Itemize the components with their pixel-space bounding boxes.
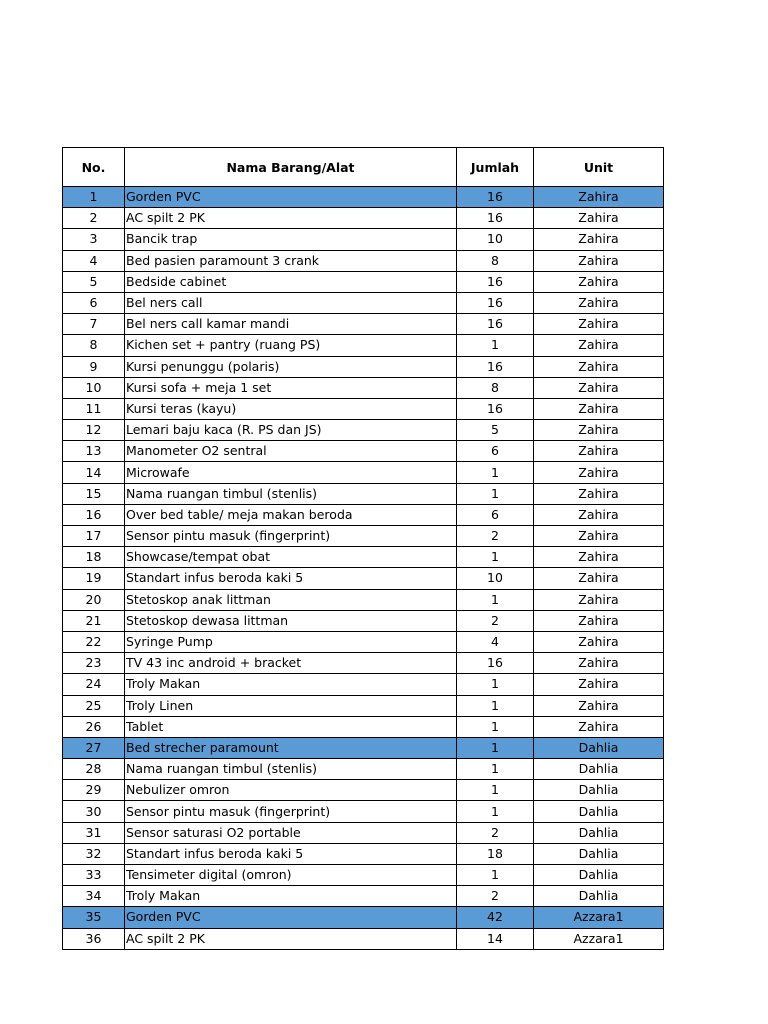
cell-no: 5 (63, 271, 125, 292)
cell-unit: Zahira (534, 674, 664, 695)
cell-unit: Zahira (534, 335, 664, 356)
cell-item-name: Troly Linen (125, 695, 457, 716)
cell-no: 17 (63, 526, 125, 547)
table-row (63, 356, 664, 377)
cell-quantity: 10 (457, 568, 534, 589)
cell-quantity: 1 (457, 737, 534, 758)
cell-no: 18 (63, 547, 125, 568)
cell-quantity: 14 (457, 928, 534, 949)
cell-unit: Zahira (534, 250, 664, 271)
table-row (63, 229, 664, 250)
cell-item-name: Bancik trap (125, 229, 457, 250)
cell-no: 4 (63, 250, 125, 271)
table-row-highlighted (63, 907, 664, 928)
cell-quantity: 2 (457, 822, 534, 843)
cell-no: 8 (63, 335, 125, 356)
table-row (63, 653, 664, 674)
cell-item-name: Kursi teras (kayu) (125, 398, 457, 419)
cell-unit: Zahira (534, 547, 664, 568)
cell-quantity: 1 (457, 695, 534, 716)
table-row (63, 610, 664, 631)
cell-no: 2 (63, 208, 125, 229)
cell-item-name: Stetoskop dewasa littman (125, 610, 457, 631)
cell-item-name: Bed pasien paramount 3 crank (125, 250, 457, 271)
table-row (63, 314, 664, 335)
cell-unit: Zahira (534, 187, 664, 208)
cell-no: 34 (63, 886, 125, 907)
cell-no: 31 (63, 822, 125, 843)
cell-unit: Dahlia (534, 822, 664, 843)
cell-quantity: 2 (457, 886, 534, 907)
cell-unit: Zahira (534, 208, 664, 229)
cell-unit: Dahlia (534, 886, 664, 907)
cell-item-name: Nama ruangan timbul (stenlis) (125, 483, 457, 504)
table-row (63, 631, 664, 652)
cell-unit: Zahira (534, 504, 664, 525)
table-row (63, 674, 664, 695)
cell-item-name: Sensor pintu masuk (fingerprint) (125, 801, 457, 822)
cell-quantity: 1 (457, 674, 534, 695)
cell-item-name: Gorden PVC (125, 907, 457, 928)
cell-item-name: Gorden PVC (125, 187, 457, 208)
cell-quantity: 16 (457, 653, 534, 674)
cell-item-name: Nebulizer omron (125, 780, 457, 801)
cell-unit: Zahira (534, 716, 664, 737)
table-row (63, 271, 664, 292)
table-row (63, 843, 664, 864)
cell-quantity: 16 (457, 292, 534, 313)
cell-item-name: Bel ners call (125, 292, 457, 313)
header-quantity: Jumlah (457, 148, 534, 187)
cell-item-name: Tensimeter digital (omron) (125, 865, 457, 886)
cell-quantity: 1 (457, 589, 534, 610)
cell-item-name: Tablet (125, 716, 457, 737)
table-body (63, 187, 664, 950)
cell-no: 1 (63, 187, 125, 208)
cell-no: 20 (63, 589, 125, 610)
cell-item-name: Standart infus beroda kaki 5 (125, 568, 457, 589)
cell-item-name: Manometer O2 sentral (125, 441, 457, 462)
table-row (63, 780, 664, 801)
cell-item-name: Sensor pintu masuk (fingerprint) (125, 526, 457, 547)
cell-unit: Dahlia (534, 780, 664, 801)
cell-item-name: Troly Makan (125, 886, 457, 907)
cell-unit: Dahlia (534, 843, 664, 864)
cell-quantity: 4 (457, 631, 534, 652)
cell-item-name: Stetoskop anak littman (125, 589, 457, 610)
cell-item-name: Microwafe (125, 462, 457, 483)
cell-quantity: 1 (457, 759, 534, 780)
table-row (63, 822, 664, 843)
cell-no: 10 (63, 377, 125, 398)
table-row (63, 716, 664, 737)
cell-item-name: Bedside cabinet (125, 271, 457, 292)
cell-item-name: Syringe Pump (125, 631, 457, 652)
cell-quantity: 1 (457, 462, 534, 483)
cell-unit: Zahira (534, 420, 664, 441)
cell-unit: Zahira (534, 229, 664, 250)
table-row (63, 928, 664, 949)
table-row (63, 801, 664, 822)
cell-quantity: 6 (457, 441, 534, 462)
cell-unit: Zahira (534, 653, 664, 674)
table-row (63, 695, 664, 716)
table-row (63, 568, 664, 589)
table-row (63, 208, 664, 229)
cell-item-name: Nama ruangan timbul (stenlis) (125, 759, 457, 780)
cell-no: 12 (63, 420, 125, 441)
cell-no: 25 (63, 695, 125, 716)
cell-item-name: AC spilt 2 PK (125, 208, 457, 229)
header-item-name: Nama Barang/Alat (125, 148, 457, 187)
cell-unit: Zahira (534, 377, 664, 398)
table-row (63, 865, 664, 886)
cell-unit: Zahira (534, 589, 664, 610)
cell-no: 3 (63, 229, 125, 250)
cell-quantity: 1 (457, 801, 534, 822)
cell-item-name: Sensor saturasi O2 portable (125, 822, 457, 843)
cell-no: 19 (63, 568, 125, 589)
table-row (63, 526, 664, 547)
cell-quantity: 1 (457, 716, 534, 737)
cell-no: 22 (63, 631, 125, 652)
cell-unit: Dahlia (534, 759, 664, 780)
cell-unit: Zahira (534, 631, 664, 652)
cell-unit: Zahira (534, 292, 664, 313)
cell-no: 7 (63, 314, 125, 335)
cell-quantity: 5 (457, 420, 534, 441)
cell-quantity: 16 (457, 398, 534, 419)
cell-quantity: 1 (457, 483, 534, 504)
cell-no: 13 (63, 441, 125, 462)
inventory-table (62, 147, 664, 950)
cell-no: 11 (63, 398, 125, 419)
cell-unit: Zahira (534, 483, 664, 504)
cell-no: 23 (63, 653, 125, 674)
cell-unit: Zahira (534, 271, 664, 292)
cell-no: 9 (63, 356, 125, 377)
cell-quantity: 16 (457, 208, 534, 229)
cell-quantity: 16 (457, 314, 534, 335)
cell-unit: Azzara1 (534, 907, 664, 928)
cell-no: 21 (63, 610, 125, 631)
cell-item-name: Over bed table/ meja makan beroda (125, 504, 457, 525)
table-header (63, 148, 664, 187)
cell-quantity: 16 (457, 271, 534, 292)
cell-no: 30 (63, 801, 125, 822)
cell-item-name: Kursi penunggu (polaris) (125, 356, 457, 377)
cell-quantity: 8 (457, 250, 534, 271)
cell-item-name: Lemari baju kaca (R. PS dan JS) (125, 420, 457, 441)
cell-item-name: AC spilt 2 PK (125, 928, 457, 949)
table-row (63, 250, 664, 271)
cell-no: 32 (63, 843, 125, 864)
cell-unit: Dahlia (534, 865, 664, 886)
cell-no: 29 (63, 780, 125, 801)
cell-no: 36 (63, 928, 125, 949)
inventory-sheet (62, 147, 663, 950)
cell-unit: Zahira (534, 398, 664, 419)
cell-unit: Zahira (534, 356, 664, 377)
cell-unit: Dahlia (534, 801, 664, 822)
cell-item-name: Showcase/tempat obat (125, 547, 457, 568)
cell-no: 6 (63, 292, 125, 313)
cell-quantity: 42 (457, 907, 534, 928)
table-row (63, 335, 664, 356)
header-unit: Unit (534, 148, 664, 187)
cell-item-name: TV 43 inc android + bracket (125, 653, 457, 674)
table-row (63, 462, 664, 483)
cell-item-name: Bed strecher paramount (125, 737, 457, 758)
cell-quantity: 18 (457, 843, 534, 864)
cell-unit: Zahira (534, 695, 664, 716)
cell-item-name: Kichen set + pantry (ruang PS) (125, 335, 457, 356)
cell-quantity: 2 (457, 610, 534, 631)
header-row (63, 148, 664, 187)
cell-unit: Zahira (534, 314, 664, 335)
cell-quantity: 1 (457, 547, 534, 568)
cell-no: 27 (63, 737, 125, 758)
cell-no: 35 (63, 907, 125, 928)
cell-quantity: 1 (457, 780, 534, 801)
cell-no: 26 (63, 716, 125, 737)
header-no: No. (63, 148, 125, 187)
cell-no: 15 (63, 483, 125, 504)
cell-no: 16 (63, 504, 125, 525)
table-row (63, 292, 664, 313)
cell-item-name: Bel ners call kamar mandi (125, 314, 457, 335)
table-row (63, 441, 664, 462)
cell-unit: Zahira (534, 462, 664, 483)
cell-quantity: 1 (457, 865, 534, 886)
cell-quantity: 16 (457, 187, 534, 208)
cell-item-name: Troly Makan (125, 674, 457, 695)
cell-unit: Dahlia (534, 737, 664, 758)
cell-no: 28 (63, 759, 125, 780)
cell-unit: Zahira (534, 568, 664, 589)
table-row-highlighted (63, 737, 664, 758)
cell-unit: Zahira (534, 441, 664, 462)
cell-item-name: Standart infus beroda kaki 5 (125, 843, 457, 864)
table-row-highlighted (63, 187, 664, 208)
cell-no: 24 (63, 674, 125, 695)
cell-no: 33 (63, 865, 125, 886)
table-row (63, 547, 664, 568)
cell-quantity: 1 (457, 335, 534, 356)
table-row (63, 886, 664, 907)
table-row (63, 377, 664, 398)
table-row (63, 420, 664, 441)
table-row (63, 398, 664, 419)
cell-unit: Zahira (534, 526, 664, 547)
cell-unit: Zahira (534, 610, 664, 631)
cell-quantity: 6 (457, 504, 534, 525)
cell-quantity: 16 (457, 356, 534, 377)
table-row (63, 759, 664, 780)
cell-quantity: 2 (457, 526, 534, 547)
table-row (63, 589, 664, 610)
cell-unit: Azzara1 (534, 928, 664, 949)
cell-quantity: 8 (457, 377, 534, 398)
cell-no: 14 (63, 462, 125, 483)
cell-quantity: 10 (457, 229, 534, 250)
table-row (63, 483, 664, 504)
cell-item-name: Kursi sofa + meja 1 set (125, 377, 457, 398)
table-row (63, 504, 664, 525)
